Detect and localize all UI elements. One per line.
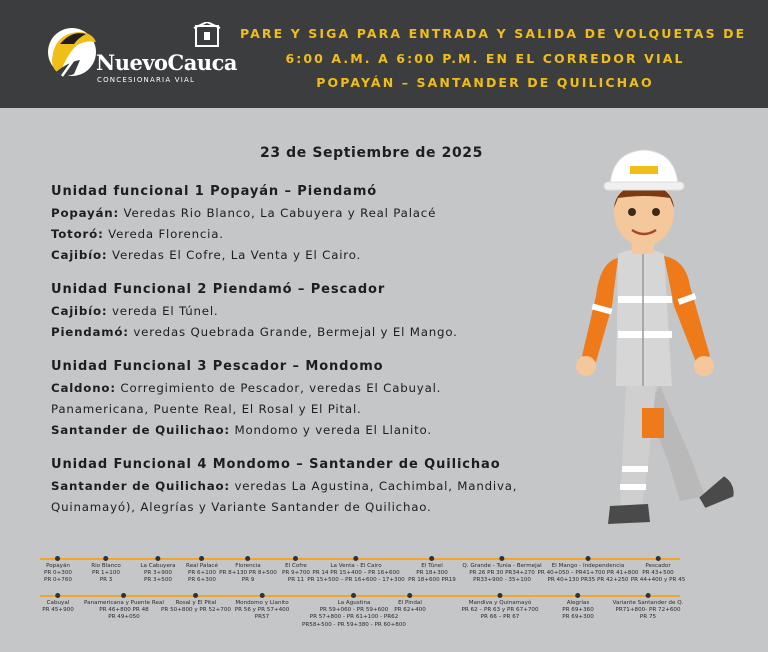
timeline-top-stop [44,556,72,585]
timeline-top-stop [282,556,310,585]
stop-name: Mondomo y Llanito [235,600,289,606]
place-name: Caldono [51,381,111,395]
timeline-bottom-stop [42,593,74,614]
unit-line [51,301,571,322]
banner-title-line: POPAYÁN – SANTANDER DE QUILICHAO [316,75,654,90]
stop-marker-icon [430,556,435,561]
stop-name: El Mango - Independencia [551,563,625,569]
stop-name: La Cabuyera [140,563,176,569]
place-detail: Panamericana, Puente Real, El Rosal y El Pital. [51,402,362,416]
stop-pr: PR58+500 - PR 59+380 - PR 60+800 [302,621,406,628]
stop-pr: PR 18+300 [416,570,448,577]
stop-marker-icon [498,593,503,598]
unit-line [51,322,571,343]
place-sep: : [123,325,129,339]
stop-name: Q. Grande - Tunia - Bermejal [462,563,542,569]
stop-pr: PR 3+900 [144,570,172,577]
stop-name: Popayán [46,563,70,569]
stop-name: Panamericana y Puente Real [84,600,164,606]
place-sep: : [101,248,108,262]
stop-pr: PR 69+360 [562,607,594,614]
unit-title: Unidad Funcional 3 Pescador – Mondomo [51,359,384,374]
timeline-top-stop [219,556,277,585]
unit-title: Unidad funcional 1 Popayán – Piendamó [51,184,378,199]
stop-pr: PR 11 [287,577,305,584]
timeline-top-stop [140,556,175,585]
stop-marker-icon [585,556,590,561]
place-name: Cajibío [51,248,102,262]
stop-pr: PR 9 [241,577,255,584]
stop-pr: PR 44+400 y PR 45 [630,577,686,584]
stop-pr: PR 6+100 [188,570,216,577]
units-list [51,181,571,531]
place-detail: veredas La Agustina, Cachimbal, Mandiva, [229,479,518,493]
place-detail: Quinamayó), Alegrías y Variante Santander de Quilichao. [51,500,432,514]
stop-marker-icon [646,593,651,598]
stop-pr: PR 46+800 PR 48 [99,607,149,614]
stop-name: Rio Blanco [91,563,121,569]
stop-pr: PR 59+060 - PR 59+600 [319,607,389,614]
timeline-bottom-stop [302,593,406,629]
stop-name: Pescador [645,563,671,569]
unit-line [51,399,571,420]
stop-pr: PR 0+300 [44,570,72,577]
stop-marker-icon [259,593,264,598]
place-sep: : [110,381,116,395]
stop-pr: PR 6+300 [188,577,216,584]
stop-marker-icon [352,593,357,598]
company-logo [46,22,238,86]
stop-pr: PR33+900 - 35+100 [473,577,531,584]
place-detail: Vereda Florencia. [103,227,224,241]
timeline-top-stop [631,556,686,585]
stop-marker-icon [408,593,413,598]
stop-pr: PR 43+500 [642,570,674,577]
stop-pr: PR 56 y PR 57+400 [234,607,290,614]
timeline-top-stop [538,556,639,585]
unit-line [51,245,571,266]
place-detail: Mondomo y vereda El Llanito. [229,423,432,437]
stop-name: Rosal y El Pital [175,600,217,606]
stop-name: El Cofre [285,563,307,569]
unit-line [51,378,571,399]
road-worker-illustration [560,136,760,536]
stop-marker-icon [155,556,160,561]
place-name: Piendamó [51,325,124,339]
stop-name: El Túnel [421,563,443,569]
unit-line [51,224,571,245]
place-detail: vereda El Túnel. [107,304,219,318]
stop-name: Mandiva y Quinamayó [468,600,532,606]
stop-pr: PR 57+800 - PR 61+100 - PR62 [309,614,399,621]
unit-title: Unidad Funcional 4 Mondomo – Santander de Quilichao [51,457,501,472]
timeline-bottom-stop [235,593,290,622]
stop-marker-icon [353,556,358,561]
logo-subtitle: CONCESIONARIA VIAL [97,76,196,84]
place-detail: Corregimiento de Pescador, veredas El Cabuyal. [115,381,442,395]
place-sep: : [224,479,230,493]
place-name: Santander de Quilichao [51,423,225,437]
stop-pr: PR 69+300 [562,614,594,621]
stop-marker-icon [199,556,204,561]
route-timeline [0,548,768,652]
timeline-bottom-stop [161,593,231,614]
stop-pr: PR 62+400 [394,607,426,614]
place-name: Cajibío [51,304,102,318]
timeline-bottom-stop [613,593,684,622]
stop-pr: PR 14 PR 15+400 – PR 16+600 [312,570,400,577]
stop-pr: PR71+800- PR 72+600 [615,607,681,614]
stop-name: Alegrías [566,600,590,606]
stop-pr: PR 40+130 PR35 PR 42+250 [547,577,629,584]
stop-name: El Pindal [398,600,422,606]
stop-marker-icon [56,593,61,598]
unit-section [51,356,571,441]
timeline-bottom-stop [84,593,164,622]
stop-marker-icon [194,593,199,598]
stop-pr: PR 62 – PR 63 y PR 67+700 [461,607,539,614]
stop-marker-icon [103,556,108,561]
timeline-top-stop [91,556,121,585]
stop-marker-icon [499,556,504,561]
stop-pr: PR 15+500 – PR 16+600 - 17+300 [307,577,405,584]
stop-name: La Venta - El Cairo [330,563,382,569]
unit-line [51,203,571,224]
place-name: Popayán [51,206,114,220]
place-detail: Veredas Rio Blanco, La Cabuyera y Real Palacé [118,206,437,220]
place-detail: veredas Quebrada Grande, Bermejal y El Mango. [128,325,458,339]
stop-name: La Agustina [337,600,371,606]
stop-pr: PR 3+500 [144,577,172,584]
header-banner [0,0,768,108]
place-sep: : [224,423,230,437]
stop-pr: PR 66 – PR 67 [480,614,520,621]
notice-date: 23 de Septiembre de 2025 [260,145,483,161]
place-detail: Veredas El Cofre, La Venta y El Cairo. [107,248,362,262]
place-name: Totoró [51,227,99,241]
stop-pr: PR 26 PR 30 PR34+270 [469,570,535,577]
stop-marker-icon [655,556,660,561]
unit-section [51,279,571,343]
place-sep: : [113,206,119,220]
stop-marker-icon [56,556,61,561]
stop-marker-icon [576,593,581,598]
stop-name: Cabuyal [46,600,70,606]
timeline-bottom-stop [461,593,538,622]
stop-marker-icon [121,593,126,598]
timeline-top-stop [186,556,218,585]
stop-name: Florencia [235,563,261,569]
banner-title-line: 6:00 A.M. A 6:00 P.M. EN EL CORREDOR VIAL [285,50,685,66]
place-sep: : [98,227,104,241]
unit-line [51,420,571,441]
stop-pr: PR 3 [99,577,113,584]
unit-section [51,454,571,518]
stop-pr: PR 9+700 [282,570,310,577]
stop-pr: PR 49+050 [108,614,140,621]
stop-name: Variante Santander de Q. [612,600,684,606]
stop-marker-icon [294,556,299,561]
banner-title-line: PARE Y SIGA PARA ENTRADA Y SALIDA DE VOLQUETAS DE [240,26,747,41]
unit-line [51,476,571,497]
stop-pr: PR 45+900 [42,607,74,614]
timeline-bottom-stop [562,593,594,622]
stop-pr: PR 8+130 PR 8+500 [219,570,277,577]
stop-pr: PR 50+800 y PR 52+700 [161,607,231,614]
place-name: Santander de Quilichao [51,479,225,493]
place-sep: : [101,304,108,318]
unit-section [51,181,571,266]
banner-title [240,22,747,96]
stop-pr: PR 0+760 [44,577,72,584]
logo-name: NuevoCauca [96,50,238,75]
stop-name: Real Palacé [186,563,218,569]
stop-pr: PR 1+100 [92,570,120,577]
stop-pr: PR57 [254,614,270,621]
stop-marker-icon [245,556,250,561]
timeline-top-stop [462,556,541,585]
timeline-top-stop [408,556,456,585]
timeline-bottom-stop [394,593,426,614]
timeline-top-stop [307,556,404,585]
stop-pr: PR 18+600 PR19 [408,577,456,584]
stop-pr: PR 75 [639,614,657,621]
unit-title: Unidad Funcional 2 Piendamó – Pescador [51,282,386,297]
stop-pr: PR 40+050 – PR41+700 PR 41+800 [537,570,639,577]
unit-line [51,497,571,518]
